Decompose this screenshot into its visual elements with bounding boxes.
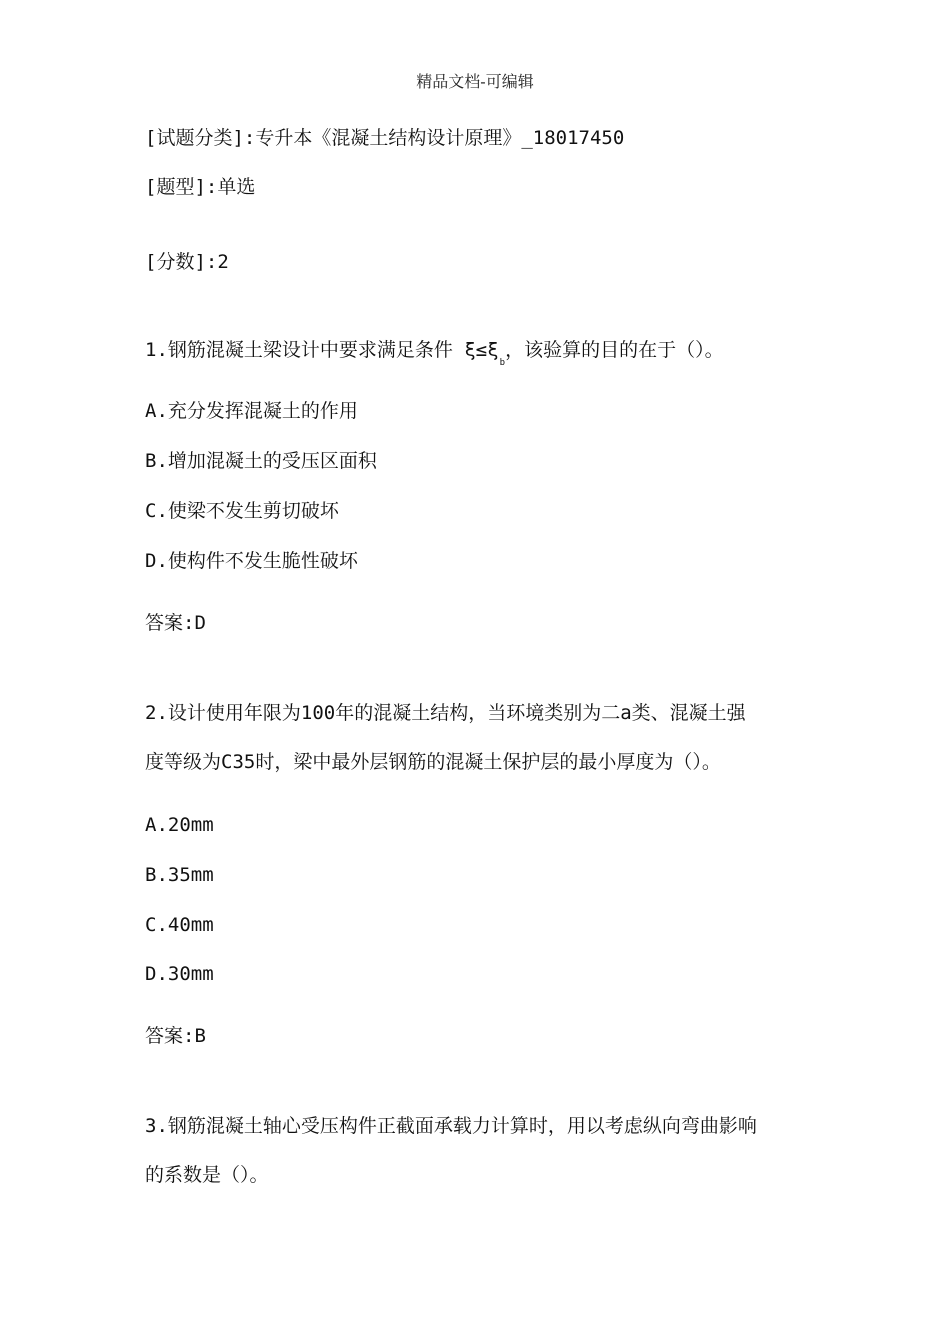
question-2-option-b: B.35mm [145,864,214,886]
question-2-option-c: C.40mm [145,914,214,936]
question-2-option-d: D.30mm [145,963,214,985]
question-1-stem-pre: 1.钢筋混凝土梁设计中要求满足条件 ξ≤ξ [145,339,499,361]
question-1-option-a: A.充分发挥混凝土的作用 [145,400,358,422]
question-type: [题型]:单选 [145,176,256,198]
question-1-option-b: B.增加混凝土的受压区面积 [145,450,377,472]
page-header: 精品文档-可编辑 [416,72,534,91]
question-1-stem [145,337,724,376]
question-1-answer: 答案:D [145,612,206,634]
question-2-option-a: A.20mm [145,814,214,836]
question-1-stem-post: ，该验算的目的在于（）。 [505,339,724,361]
question-3-stem-line1: 3.钢筋混凝土轴心受压构件正截面承载力计算时，用以考虑纵向弯曲影响 [145,1115,757,1137]
question-1-subscript: b [499,358,506,368]
question-2-answer: 答案:B [145,1025,206,1047]
question-category: [试题分类]:专升本《混凝土结构设计原理》_18017450 [145,127,625,149]
question-1-option-c: C.使梁不发生剪切破坏 [145,500,339,522]
question-2-stem-line1: 2.设计使用年限为100年的混凝土结构，当环境类别为二a类、混凝土强 [145,702,746,724]
question-2-stem-line2: 度等级为C35时，梁中最外层钢筋的混凝土保护层的最小厚度为（）。 [145,751,721,773]
question-3-stem-line2: 的系数是（）。 [145,1164,269,1186]
question-score: [分数]:2 [145,251,229,273]
question-1-option-d: D.使构件不发生脆性破坏 [145,550,358,572]
